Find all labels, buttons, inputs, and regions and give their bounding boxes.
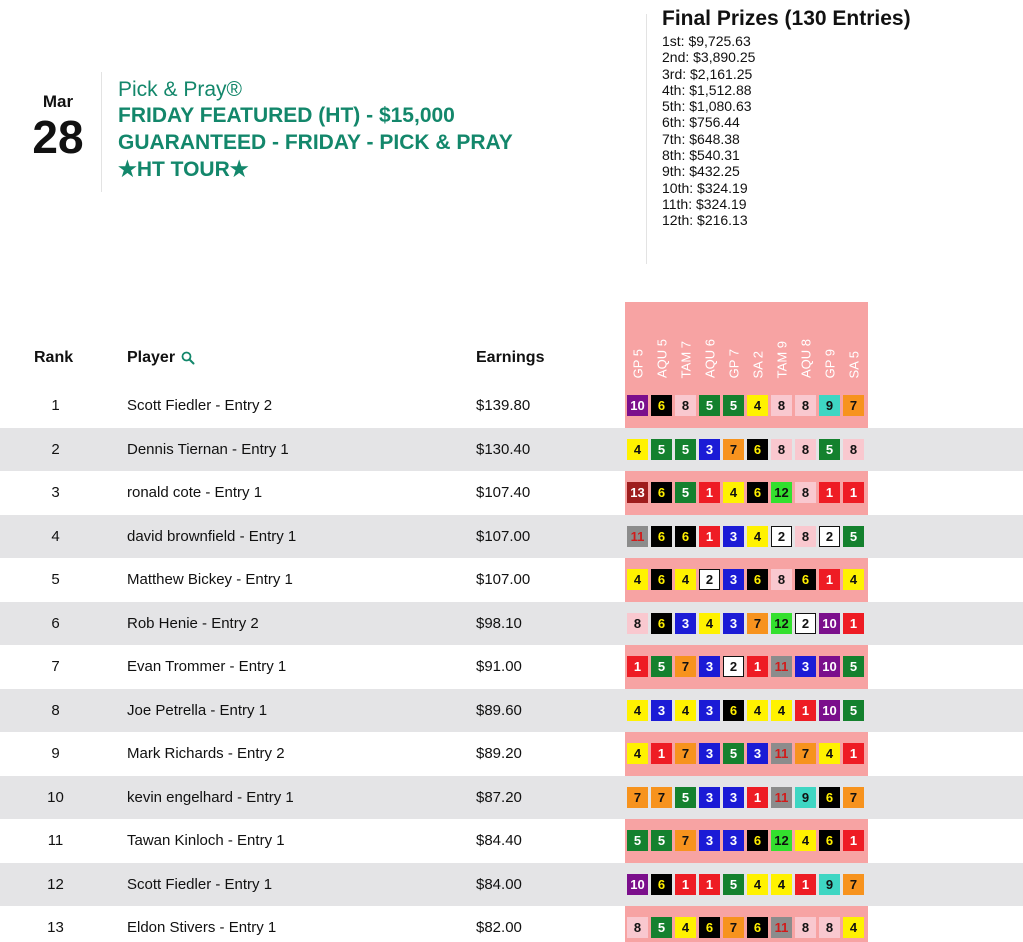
horse-pick: 5: [843, 700, 864, 721]
table-row[interactable]: [0, 689, 1023, 733]
horse-pick: 5: [843, 656, 864, 677]
horse-pick: 8: [627, 613, 648, 634]
horse-pick: 5: [843, 526, 864, 547]
horse-pick: 1: [819, 482, 840, 503]
race-header-label: GP 5: [630, 348, 646, 378]
prize-item: 11th: $324.19: [662, 195, 747, 212]
horse-pick: 9: [819, 395, 840, 416]
prize-item: 9th: $432.25: [662, 163, 740, 180]
horse-pick: 5: [651, 917, 672, 938]
rank-cell: 9: [51, 745, 60, 763]
table-row[interactable]: [0, 776, 1023, 820]
race-header: [626, 304, 650, 382]
horse-pick: 8: [771, 439, 792, 460]
contest-title-line-1: FRIDAY FEATURED (HT) - $15,000: [118, 104, 455, 127]
table-row[interactable]: [0, 428, 1023, 472]
horse-pick: 4: [747, 526, 768, 547]
player-header-label: Player: [127, 349, 176, 366]
horse-pick: 6: [747, 830, 768, 851]
pick-list: [627, 526, 864, 547]
race-header-label: TAM 7: [678, 340, 694, 378]
prize-divider: [646, 14, 647, 264]
horse-pick: 5: [723, 395, 744, 416]
final-prizes: [662, 7, 911, 229]
horse-pick: 10: [627, 395, 648, 416]
horse-pick: 11: [771, 917, 792, 938]
pick-list: [627, 830, 864, 851]
rank-cell: 1: [51, 397, 60, 415]
horse-pick: 5: [627, 830, 648, 851]
horse-pick: 8: [843, 439, 864, 460]
horse-pick: 4: [843, 569, 864, 590]
earnings-cell: $91.00: [476, 658, 522, 676]
player-cell: Scott Fiedler - Entry 1: [127, 875, 273, 893]
horse-pick: 1: [747, 656, 768, 677]
prize-list: [662, 33, 911, 229]
table-row[interactable]: [0, 602, 1023, 646]
horse-pick: 6: [747, 439, 768, 460]
horse-pick: 2: [819, 526, 840, 547]
horse-pick: 7: [795, 743, 816, 764]
horse-pick: 10: [627, 874, 648, 895]
search-icon[interactable]: [181, 351, 195, 365]
horse-pick: 5: [651, 830, 672, 851]
horse-pick: 1: [675, 874, 696, 895]
race-header-label: SA 5: [846, 350, 862, 378]
horse-pick: 11: [771, 656, 792, 677]
horse-pick: 4: [747, 395, 768, 416]
horse-pick: 4: [795, 830, 816, 851]
horse-pick: 3: [723, 787, 744, 808]
pick-list: [627, 439, 864, 460]
race-header-label: AQU 6: [702, 338, 718, 378]
player-header: [127, 349, 195, 367]
player-cell: Scott Fiedler - Entry 2: [127, 397, 273, 415]
earnings-cell: $98.10: [476, 614, 522, 632]
horse-pick: 7: [843, 874, 864, 895]
player-cell: ronald cote - Entry 1: [127, 484, 263, 502]
race-header: [770, 304, 794, 382]
pick-list: [627, 482, 864, 503]
table-row[interactable]: [0, 732, 1023, 776]
horse-pick: 7: [627, 787, 648, 808]
horse-pick: 1: [747, 787, 768, 808]
horse-pick: 12: [771, 830, 792, 851]
horse-pick: 10: [819, 656, 840, 677]
rank-cell: 13: [47, 919, 64, 937]
leaderboard-table: [0, 384, 1023, 942]
pick-list: [627, 569, 864, 590]
horse-pick: 7: [843, 395, 864, 416]
horse-pick: 8: [795, 917, 816, 938]
race-header-label: GP 7: [726, 348, 742, 378]
pick-list: [627, 700, 864, 721]
horse-pick: 1: [651, 743, 672, 764]
horse-pick: 1: [819, 569, 840, 590]
horse-pick: 6: [747, 482, 768, 503]
horse-pick: 5: [819, 439, 840, 460]
earnings-cell: $89.20: [476, 745, 522, 763]
contest-info: [118, 77, 598, 183]
earnings-cell: $82.00: [476, 919, 522, 937]
horse-pick: 1: [699, 482, 720, 503]
horse-pick: 13: [627, 482, 648, 503]
horse-pick: 8: [675, 395, 696, 416]
player-cell: Mark Richards - Entry 2: [127, 745, 285, 763]
race-header-label: SA 2: [750, 350, 766, 378]
race-header: [698, 304, 722, 382]
horse-pick: 10: [819, 613, 840, 634]
horse-pick: 6: [795, 569, 816, 590]
horse-pick: 4: [747, 700, 768, 721]
table-row[interactable]: [0, 819, 1023, 863]
horse-pick: 7: [651, 787, 672, 808]
earnings-cell: $84.40: [476, 832, 522, 850]
player-cell: Matthew Bickey - Entry 1: [127, 571, 293, 589]
pick-list: [627, 787, 864, 808]
horse-pick: 4: [747, 874, 768, 895]
horse-pick: 5: [699, 395, 720, 416]
prize-item: 1st: $9,725.63: [662, 33, 751, 49]
horse-pick: 4: [843, 917, 864, 938]
horse-pick: 7: [675, 743, 696, 764]
horse-pick: 7: [723, 439, 744, 460]
player-cell: Rob Henie - Entry 2: [127, 614, 259, 632]
player-cell: Tawan Kinloch - Entry 1: [127, 832, 285, 850]
rank-cell: 4: [51, 527, 60, 545]
horse-pick: 8: [795, 395, 816, 416]
date-month: Mar: [42, 92, 74, 111]
horse-pick: 1: [795, 700, 816, 721]
player-cell: Joe Petrella - Entry 1: [127, 701, 268, 719]
horse-pick: 6: [651, 395, 672, 416]
horse-pick: 9: [819, 874, 840, 895]
prizes-title: Final Prizes (130 Entries): [662, 7, 911, 30]
horse-pick: 5: [723, 874, 744, 895]
horse-pick: 8: [819, 917, 840, 938]
prize-item: 7th: $648.38: [662, 130, 740, 147]
horse-pick: 8: [771, 569, 792, 590]
rank-cell: 2: [51, 440, 60, 458]
horse-pick: 4: [627, 743, 648, 764]
horse-pick: 6: [651, 569, 672, 590]
contest-brand: Pick & Pray®: [118, 78, 243, 101]
header-divider: [101, 72, 102, 192]
rank-cell: 10: [47, 788, 64, 806]
earnings-header: Earnings: [476, 349, 545, 366]
horse-pick: 11: [627, 526, 648, 547]
table-row[interactable]: [0, 645, 1023, 689]
horse-pick: 6: [747, 569, 768, 590]
horse-pick: 4: [819, 743, 840, 764]
horse-pick: 7: [747, 613, 768, 634]
rank-cell: 6: [51, 614, 60, 632]
horse-pick: 4: [675, 917, 696, 938]
horse-pick: 1: [699, 526, 720, 547]
horse-pick: 2: [723, 656, 744, 677]
earnings-cell: $107.40: [476, 484, 531, 502]
horse-pick: 6: [723, 700, 744, 721]
horse-pick: 8: [795, 439, 816, 460]
table-row[interactable]: [0, 384, 1023, 428]
horse-pick: 3: [651, 700, 672, 721]
pick-list: [627, 395, 864, 416]
contest-title-line-2: GUARANTEED - FRIDAY - PICK & PRAY: [118, 131, 513, 154]
table-row[interactable]: [0, 906, 1023, 942]
table-row[interactable]: [0, 515, 1023, 559]
race-header: [842, 304, 866, 382]
pick-list: [627, 613, 864, 634]
horse-pick: 3: [723, 526, 744, 547]
horse-pick: 4: [627, 700, 648, 721]
horse-pick: 1: [843, 830, 864, 851]
horse-pick: 6: [699, 917, 720, 938]
race-header-label: GP 9: [822, 348, 838, 378]
race-header: [674, 304, 698, 382]
race-header: [722, 304, 746, 382]
pick-list: [627, 874, 864, 895]
race-header-label: AQU 8: [798, 338, 814, 378]
earnings-cell: $139.80: [476, 397, 531, 415]
horse-pick: 4: [627, 439, 648, 460]
horse-pick: 5: [675, 482, 696, 503]
horse-pick: 1: [795, 874, 816, 895]
table-row[interactable]: [0, 863, 1023, 907]
horse-pick: 1: [627, 656, 648, 677]
horse-pick: 12: [771, 613, 792, 634]
date-day: 28: [32, 111, 84, 163]
race-header: [650, 304, 674, 382]
rank-header: Rank: [34, 349, 74, 366]
race-headers: [626, 304, 866, 382]
horse-pick: 1: [843, 482, 864, 503]
player-cell: Evan Trommer - Entry 1: [127, 658, 287, 676]
horse-pick: 6: [651, 482, 672, 503]
horse-pick: 8: [795, 482, 816, 503]
horse-pick: 6: [675, 526, 696, 547]
horse-pick: 1: [843, 613, 864, 634]
player-cell: Eldon Stivers - Entry 1: [127, 919, 277, 937]
horse-pick: 7: [675, 830, 696, 851]
earnings-cell: $107.00: [476, 527, 531, 545]
race-header: [746, 304, 770, 382]
prize-item: 4th: $1,512.88: [662, 81, 752, 98]
race-header-label: AQU 5: [654, 338, 670, 378]
horse-pick: 3: [675, 613, 696, 634]
horse-pick: 3: [747, 743, 768, 764]
rank-cell: 5: [51, 571, 60, 589]
rank-cell: 12: [47, 875, 64, 893]
horse-pick: 2: [771, 526, 792, 547]
prize-item: 5th: $1,080.63: [662, 98, 752, 115]
horse-pick: 7: [723, 917, 744, 938]
horse-pick: 8: [771, 395, 792, 416]
prize-item: 2nd: $3,890.25: [662, 49, 756, 66]
horse-pick: 5: [675, 787, 696, 808]
prize-item: 6th: $756.44: [662, 114, 740, 131]
race-header: [818, 304, 842, 382]
horse-pick: 9: [795, 787, 816, 808]
horse-pick: 4: [699, 613, 720, 634]
race-header-label: TAM 9: [774, 340, 790, 378]
prize-item: 10th: $324.19: [662, 179, 748, 196]
horse-pick: 6: [747, 917, 768, 938]
player-cell: Dennis Tiernan - Entry 1: [127, 440, 289, 458]
horse-pick: 4: [771, 700, 792, 721]
rank-cell: 11: [47, 832, 64, 850]
horse-pick: 12: [771, 482, 792, 503]
earnings-cell: $87.20: [476, 788, 522, 806]
horse-pick: 3: [699, 743, 720, 764]
horse-pick: 4: [627, 569, 648, 590]
horse-pick: 3: [795, 656, 816, 677]
horse-pick: 6: [819, 787, 840, 808]
horse-pick: 4: [675, 700, 696, 721]
earnings-cell: $89.60: [476, 701, 522, 719]
horse-pick: 4: [675, 569, 696, 590]
prize-item: 8th: $540.31: [662, 147, 740, 164]
horse-pick: 6: [651, 526, 672, 547]
horse-pick: 10: [819, 700, 840, 721]
earnings-cell: $84.00: [476, 875, 522, 893]
horse-pick: 3: [723, 613, 744, 634]
horse-pick: 3: [699, 656, 720, 677]
horse-pick: 2: [699, 569, 720, 590]
rank-cell: 3: [51, 484, 60, 502]
horse-pick: 5: [651, 439, 672, 460]
horse-pick: 8: [795, 526, 816, 547]
pick-list: [627, 917, 864, 938]
horse-pick: 7: [675, 656, 696, 677]
pick-list: [627, 656, 864, 677]
horse-pick: 4: [723, 482, 744, 503]
horse-pick: 2: [795, 613, 816, 634]
horse-pick: 5: [651, 656, 672, 677]
horse-pick: 3: [699, 830, 720, 851]
horse-pick: 1: [843, 743, 864, 764]
horse-pick: 7: [843, 787, 864, 808]
contest-title-line-3: ★HT TOUR★: [118, 158, 249, 181]
player-cell: david brownfield - Entry 1: [127, 527, 297, 545]
rank-cell: 8: [51, 701, 60, 719]
earnings-cell: $130.40: [476, 440, 531, 458]
horse-pick: 3: [699, 700, 720, 721]
race-header: [794, 304, 818, 382]
horse-pick: 3: [723, 830, 744, 851]
contest-date: [26, 92, 90, 163]
table-row[interactable]: [0, 558, 1023, 602]
rank-cell: 7: [51, 658, 60, 676]
pick-list: [627, 743, 864, 764]
horse-pick: 5: [723, 743, 744, 764]
earnings-cell: $107.00: [476, 571, 531, 589]
prize-item: 3rd: $2,161.25: [662, 65, 753, 82]
player-cell: kevin engelhard - Entry 1: [127, 788, 294, 806]
horse-pick: 6: [651, 874, 672, 895]
horse-pick: 6: [651, 613, 672, 634]
horse-pick: 8: [627, 917, 648, 938]
horse-pick: 11: [771, 787, 792, 808]
horse-pick: 3: [723, 569, 744, 590]
horse-pick: 3: [699, 439, 720, 460]
horse-pick: 11: [771, 743, 792, 764]
horse-pick: 1: [699, 874, 720, 895]
horse-pick: 4: [771, 874, 792, 895]
prize-item: 12th: $216.13: [662, 212, 748, 229]
horse-pick: 5: [675, 439, 696, 460]
horse-pick: 3: [699, 787, 720, 808]
horse-pick: 6: [819, 830, 840, 851]
table-row[interactable]: [0, 471, 1023, 515]
